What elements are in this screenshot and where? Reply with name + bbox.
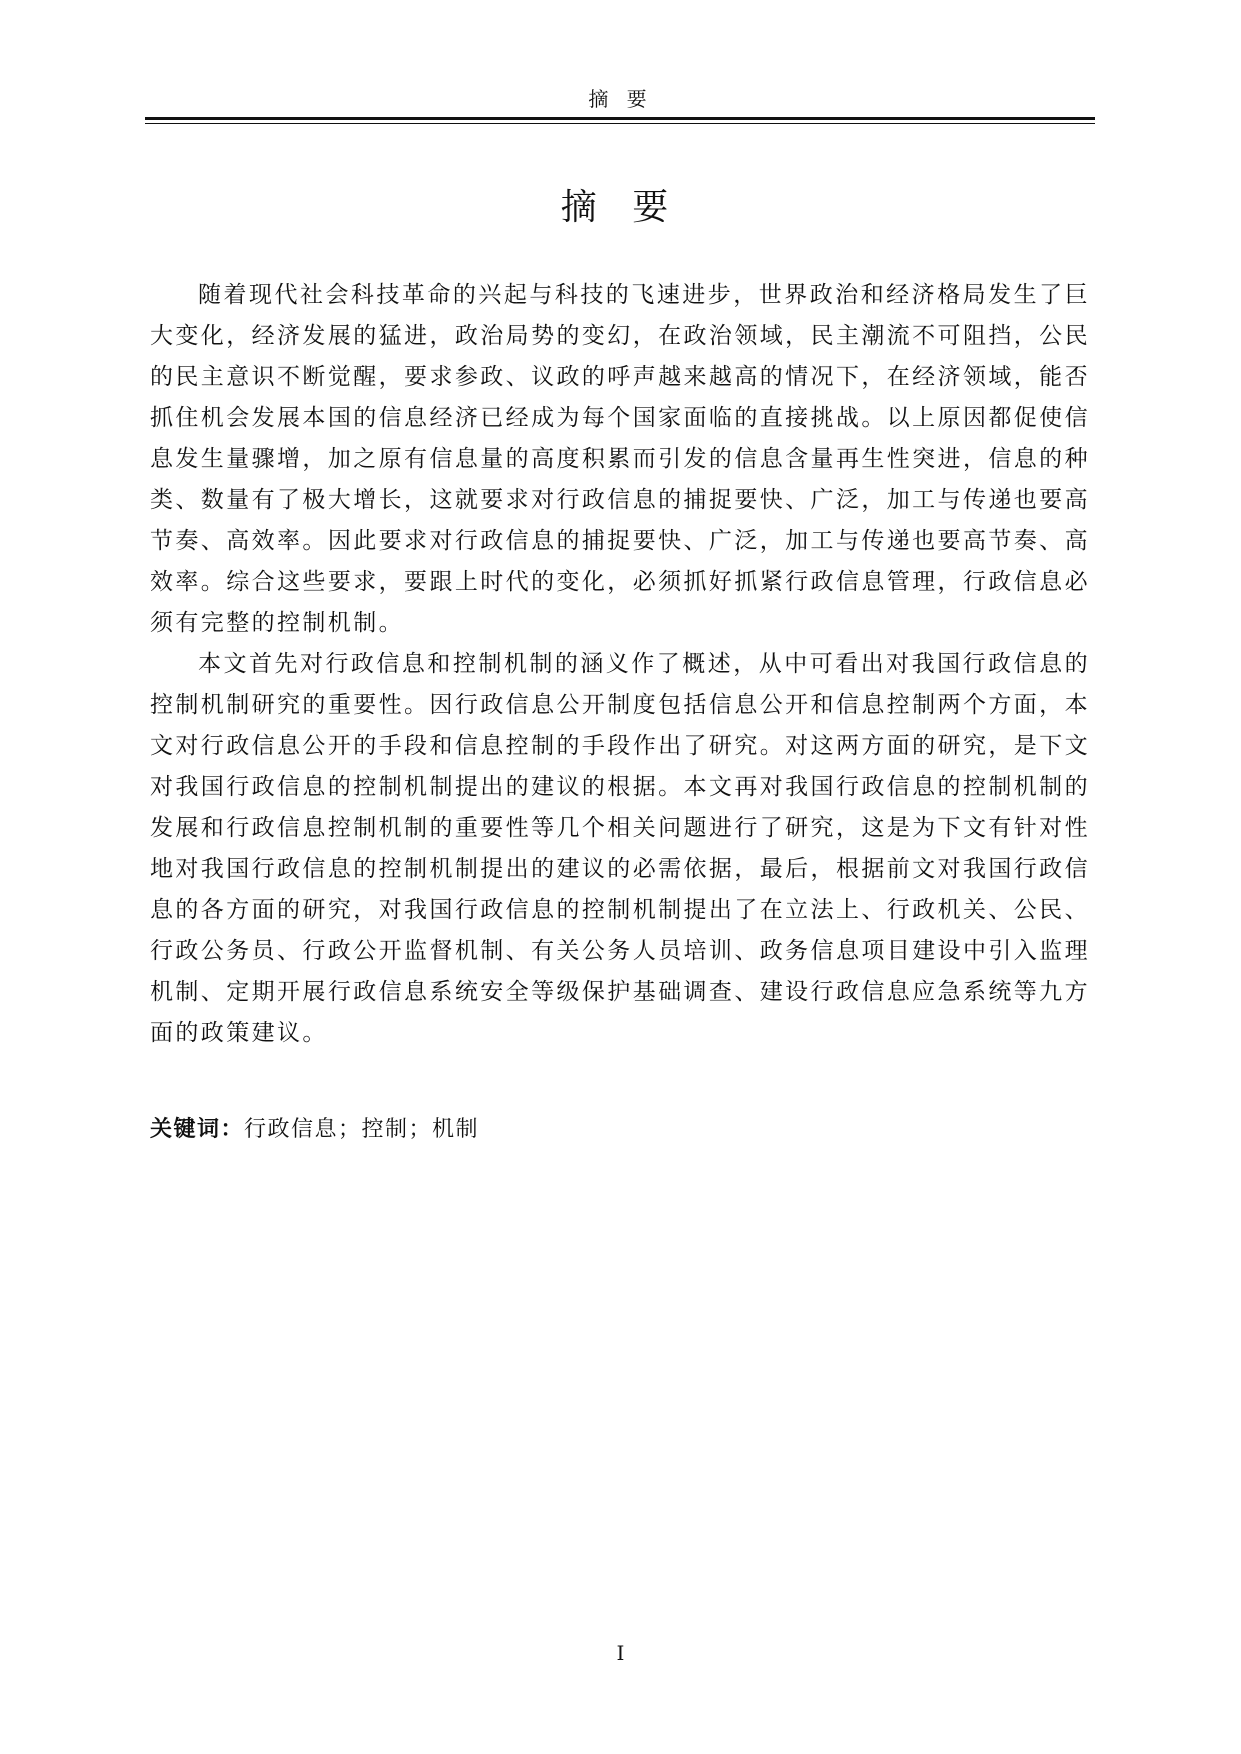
abstract-paragraph-1: 随着现代社会科技革命的兴起与科技的飞速进步，世界政治和经济格局发生了巨大变化，经济发展的猛进，政治局势的变幻，在政治领域，民主潮流不可阻挡，公民的民主意识不断觉醒，要求参政、议政的呼声越来越高的情况下，在经济领域，能否抓住机会发展本国的信息经济已经成为每个国家面临的直接挑战。以上原因都促使信息发生量骤增，加之原有信息量的高度积累而引发的信息含量再生性突进，信息的种类、数量有了极大增长，这就要求对行政信息的捕捉要快、广泛，加工与传递也要高节奏、高效率。因此要求对行政信息的捕捉要快、广泛，加工与传递也要高节奏、高效率。综合这些要求，要跟上时代的变化，必须抓好抓紧行政信息管理，行政信息必须有完整的控制机制。 (150, 282, 1090, 636)
running-header: 摘 要 (588, 87, 653, 111)
page-title: 摘 要 (560, 187, 681, 228)
abstract-body (150, 275, 1090, 1054)
page-number: I (616, 1641, 625, 1665)
keywords-value: 行政信息；控制；机制 (244, 1117, 480, 1142)
abstract-paragraph-2: 本文首先对行政信息和控制机制的涵义作了概述，从中可看出对我国行政信息的控制机制研究的重要性。因行政信息公开制度包括信息公开和信息控制两个方面，本文对行政信息公开的手段和信息控制的手段作出了研究。对这两方面的研究，是下文对我国行政信息的控制机制提出的建议的根据。本文再对我国行政信息的控制机制的发展和行政信息控制机制的重要性等几个相关问题进行了研究，这是为下文有针对性地对我国行政信息的控制机制提出的建议的必需依据，最后，根据前文对我国行政信息的各方面的研究，对我国行政信息的控制机制提出了在立法上、行政机关、公民、行政公务员、行政公开监督机制、有关公务人员培训、政务信息项目建设中引入监理机制、定期开展行政信息系统安全等级保护基础调查、建设行政信息应急系统等九方面的政策建议。 (150, 651, 1090, 1046)
header-rule-thick (145, 117, 1095, 120)
keywords-label: 关键词： (150, 1117, 245, 1142)
header-rule-thin (145, 123, 1095, 124)
keywords (150, 1110, 479, 1150)
